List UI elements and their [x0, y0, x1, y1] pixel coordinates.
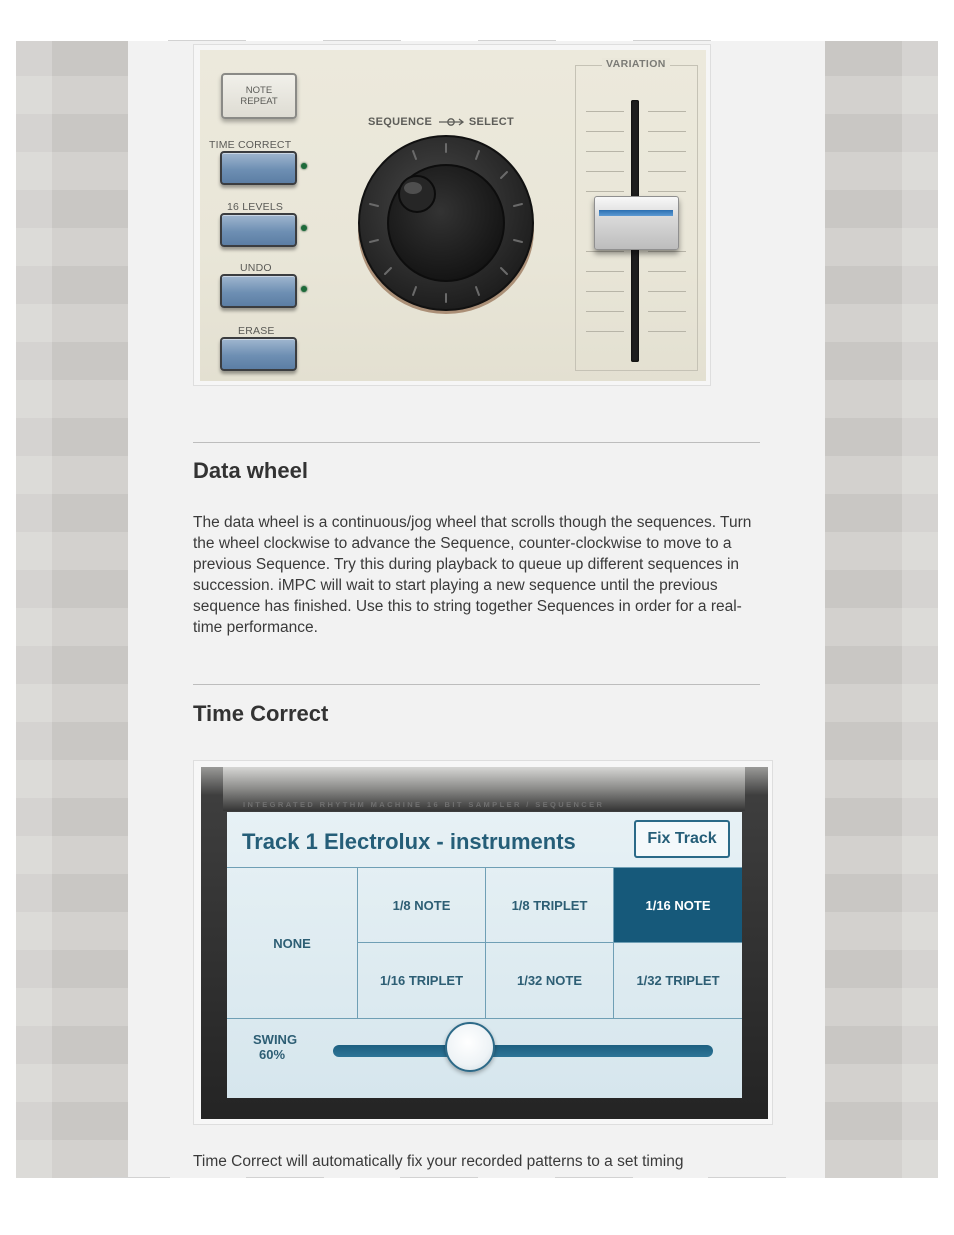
sequence-select-label [368, 116, 514, 128]
erase-button[interactable] [220, 337, 297, 371]
fix-track-button[interactable]: Fix Track [634, 820, 730, 858]
undo-label: UNDO [240, 262, 272, 274]
time-correct-button[interactable] [220, 151, 297, 185]
time-correct-description: Time Correct will automatically fix your recorded patterns to a set timing [193, 1153, 684, 1170]
select-word: SELECT [468, 116, 515, 128]
bezel-header [223, 767, 745, 811]
sequence-word: SEQUENCE [368, 116, 433, 128]
quantize-option[interactable]: 1/32 TRIPLET [613, 943, 742, 1018]
sixteen-levels-button[interactable] [220, 213, 297, 247]
swing-label [253, 1032, 297, 1062]
section-divider [193, 442, 760, 443]
data-wheel-heading: Data wheel [193, 458, 308, 483]
left-margin-band [16, 41, 52, 1178]
time-correct-led [301, 163, 307, 169]
quantize-option[interactable]: 1/32 NOTE [485, 943, 613, 1018]
right-margin-band [902, 41, 938, 1178]
sixteen-levels-led [301, 225, 307, 231]
time-correct-heading: Time Correct [193, 701, 329, 726]
bottom-edge-marks [0, 1177, 954, 1179]
time-correct-figure [193, 760, 773, 1125]
bezel-caption: INTEGRATED RHYTHM MACHINE 16 BIT SAMPLER / SEQUENCER [243, 800, 605, 809]
swing-slider-track[interactable] [333, 1045, 713, 1057]
data-wheel-description: The data wheel is a continuous/jog wheel that scrolls though the sequences. Turn the wheel clockwise to advance the Sequence, counter-clockwise to move to a previous Sequence. Try this during playback to queue up different sequences in succession. iMPC will wait to start playing a new sequence until the previous sequence has finished. Use this to string together Sequences in order for a real-time performance. [193, 514, 752, 636]
note-repeat-label-line1: NOTE [245, 85, 273, 96]
quantize-grid [227, 867, 742, 1019]
quantize-option[interactable]: 1/8 TRIPLET [485, 868, 613, 942]
swing-title: SWING [253, 1032, 298, 1047]
lcd-screen [227, 812, 742, 1098]
variation-label: VARIATION [602, 58, 670, 70]
quantize-option[interactable]: 1/8 NOTE [357, 868, 485, 942]
data-wheel[interactable] [355, 132, 537, 314]
variation-fader-handle[interactable] [594, 196, 679, 250]
sixteen-levels-label: 16 LEVELS [227, 201, 284, 213]
quantize-none[interactable]: NONE [273, 935, 311, 951]
note-repeat-button[interactable] [221, 73, 297, 119]
variation-fader-box [575, 58, 698, 371]
note-repeat-label-line2: REPEAT [240, 96, 278, 107]
track-title: Track 1 Electrolux - instruments [242, 829, 576, 854]
rotate-arrow-icon [438, 117, 464, 127]
quantize-option-selected[interactable]: 1/16 NOTE [613, 868, 742, 942]
time-correct-label: TIME CORRECT [209, 139, 292, 151]
jog-wheel-icon [355, 132, 537, 314]
swing-value: 60% [259, 1047, 286, 1062]
controls-faceplate [200, 50, 706, 381]
undo-button[interactable] [220, 274, 297, 308]
controls-figure [193, 44, 711, 386]
section-divider [193, 684, 760, 685]
quantize-option[interactable]: 1/16 TRIPLET [357, 943, 485, 1018]
top-edge-marks [0, 40, 954, 42]
device-bezel [201, 767, 768, 1119]
erase-label: ERASE [238, 325, 275, 337]
undo-led [301, 286, 307, 292]
swing-slider-handle[interactable] [445, 1022, 495, 1072]
